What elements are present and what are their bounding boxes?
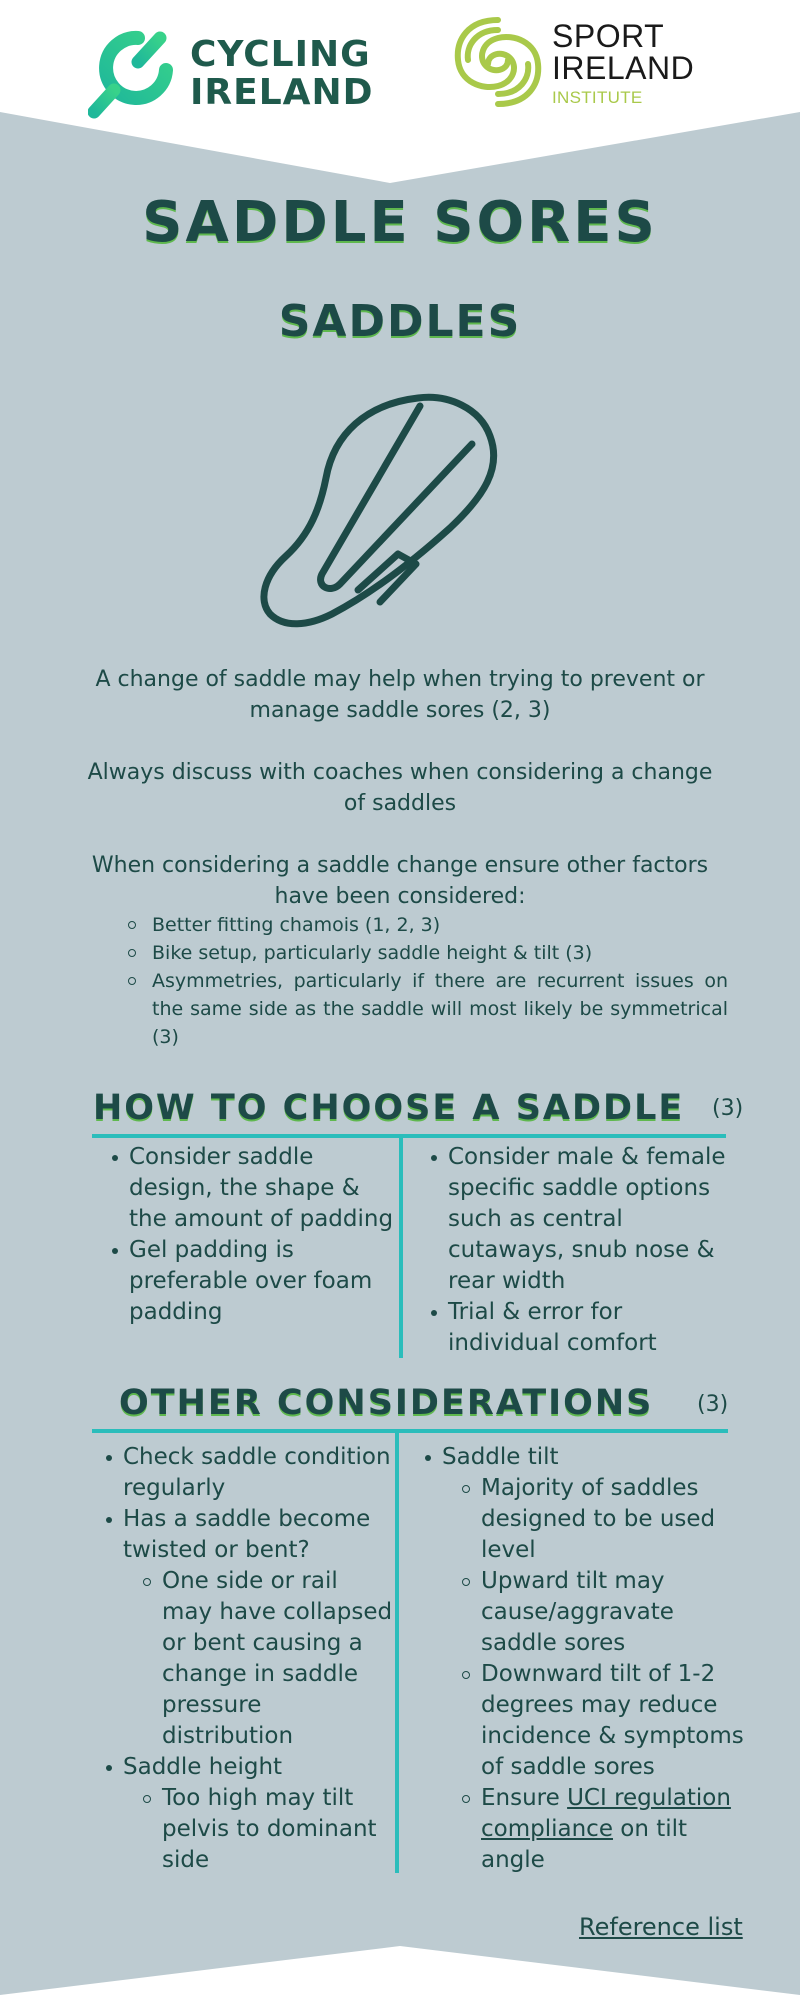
list-item — [123, 1442, 393, 1504]
list-item: Gel padding is preferable over foam padding — [129, 1235, 394, 1328]
cycling-ireland-logo — [88, 30, 378, 120]
list-item — [123, 1752, 393, 1876]
section-reference-other: (3) — [697, 1392, 729, 1417]
list-item: Consider male & female specific saddle options such as central cutaways, snub nose & rear width — [448, 1142, 738, 1297]
sub-list-item: Upward tilt may cause/aggravate saddle sores — [481, 1566, 752, 1659]
cycling-logo-line2: IRELAND — [190, 72, 374, 113]
sub-list — [442, 1473, 752, 1876]
cycling-logo-line1: CYCLING — [190, 34, 371, 75]
factors-list — [144, 911, 728, 1051]
cycling-ireland-mark-icon — [88, 30, 183, 120]
list-item-text: Has a saddle become twisted or bent? — [123, 1506, 371, 1563]
page-subtitle: SADDLES — [278, 296, 522, 347]
list-item-text: Check saddle condition regularly — [123, 1444, 391, 1501]
sub-list — [123, 1566, 393, 1752]
list-item: Asymmetries, particularly if there are recurrent issues on the same side as the saddle will most likely be symmetrical (3) — [148, 967, 728, 1051]
intro-paragraph-1: A change of saddle may help when trying to prevent or manage saddle sores (2, 3) — [95, 667, 705, 723]
intro-paragraph-3: When considering a saddle change ensure other factors have been considered: — [91, 853, 709, 909]
sport-logo-line2: IRELAND — [552, 50, 695, 86]
choose-left-column — [129, 1142, 394, 1328]
section-divider-other — [92, 1429, 728, 1433]
sport-ireland-logo — [446, 12, 704, 114]
section-divider-choose — [92, 1134, 726, 1138]
other-right-column — [442, 1442, 752, 1876]
sub-list-item: Majority of saddles designed to be used level — [481, 1473, 752, 1566]
sub-list — [123, 1783, 393, 1876]
sport-logo-line1: SPORT — [552, 18, 665, 54]
column-divider-choose — [399, 1138, 403, 1358]
list-item-text: Saddle height — [123, 1754, 283, 1780]
list-item — [123, 1504, 393, 1752]
sub-list-item — [481, 1783, 752, 1876]
uci-regulation-link[interactable]: UCI regulation compliance — [481, 1785, 731, 1842]
sub-list-item-suffix: on tilt angle — [481, 1816, 688, 1873]
list-item — [442, 1442, 752, 1876]
list-item: Trial & error for individual comfort — [448, 1297, 738, 1359]
intro-paragraph-2: Always discuss with coaches when considering a change of saddles — [87, 760, 713, 816]
list-item: Better fitting chamois (1, 2, 3) — [148, 911, 728, 939]
section-heading-choose: HOW TO CHOOSE A SADDLE — [93, 1088, 685, 1128]
section-reference-choose: (3) — [712, 1096, 744, 1121]
list-item: Bike setup, particularly saddle height & tilt (3) — [148, 939, 728, 967]
sub-list-item-prefix: Ensure — [481, 1785, 568, 1811]
column-divider-other — [395, 1433, 399, 1873]
sport-logo-line3: INSTITUTE — [552, 88, 643, 107]
section-heading-other: OTHER CONSIDERATIONS — [119, 1383, 654, 1423]
list-item: Consider saddle design, the shape & the amount of padding — [129, 1142, 394, 1235]
choose-right-column — [448, 1142, 738, 1359]
sub-list-item: Downward tilt of 1-2 degrees may reduce incidence & symptoms of saddle sores — [481, 1659, 752, 1783]
list-item-text: Saddle tilt — [442, 1444, 559, 1470]
other-left-column — [123, 1442, 393, 1876]
reference-list-link[interactable]: Reference list — [579, 1913, 743, 1941]
sub-list-item: Too high may tilt pelvis to dominant side — [162, 1783, 393, 1876]
saddle-icon — [240, 388, 520, 648]
page-title: SADDLE SORES — [142, 190, 658, 255]
sub-list-item: One side or rail may have collapsed or bent causing a change in saddle pressure distribution — [162, 1566, 393, 1752]
sport-ireland-spiral-icon — [448, 12, 548, 112]
